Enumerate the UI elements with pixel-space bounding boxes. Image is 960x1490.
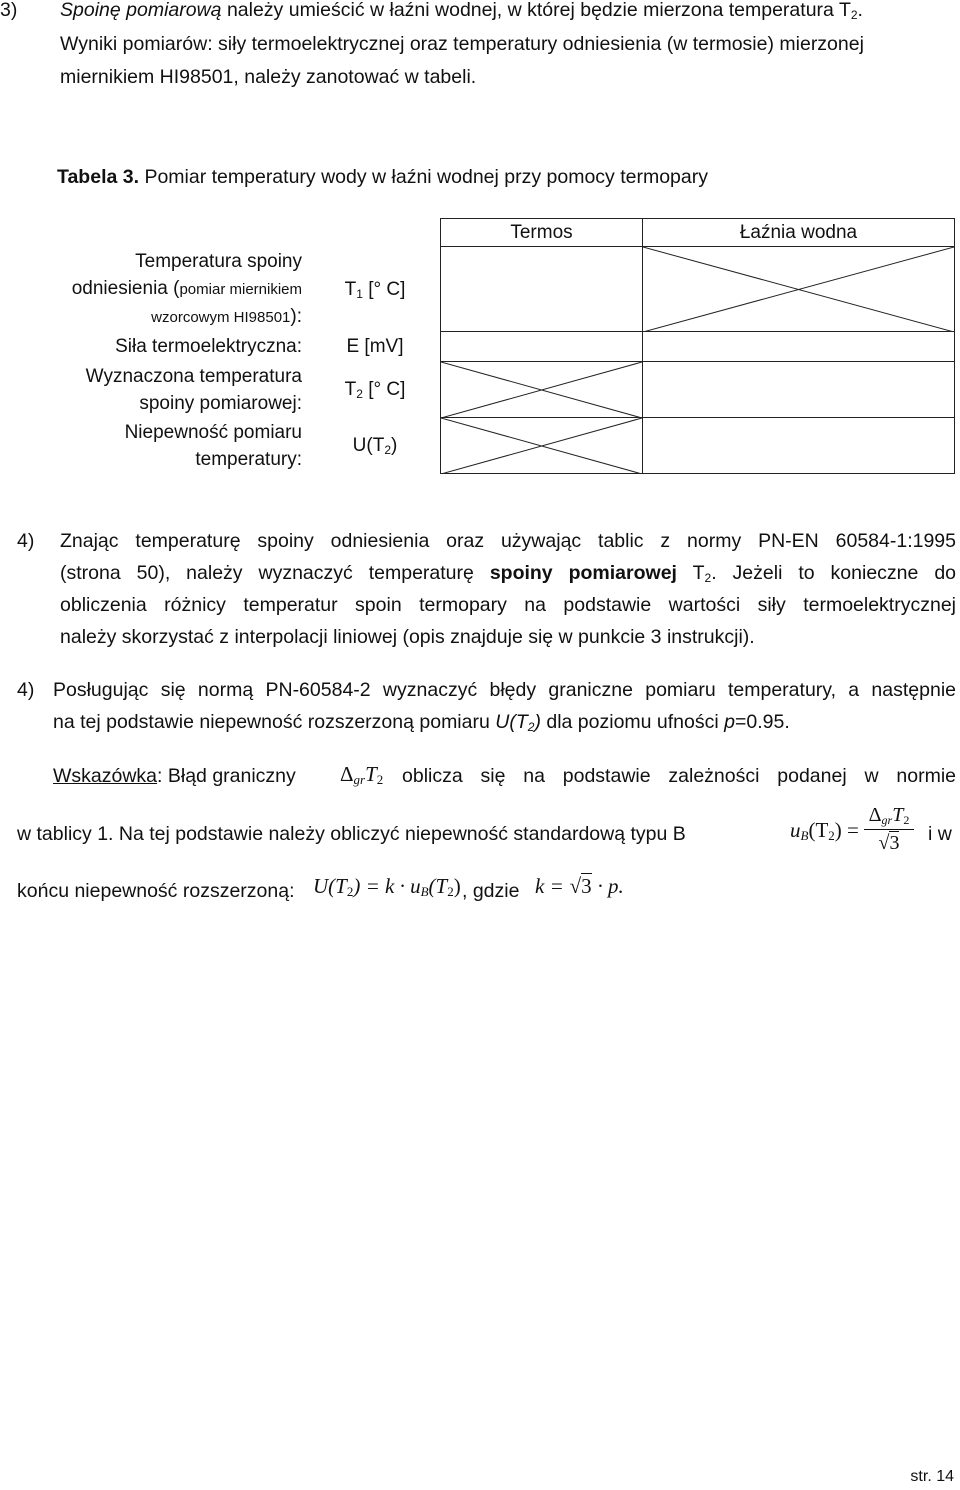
hint-symbol [340,762,383,787]
hint-after-label: : Błąd graniczny [157,765,296,787]
item-4b-line2-d: dla poziomu ufności [546,711,719,733]
unit-t2 [310,362,441,418]
item-4a-line2-sub: 2 [704,571,712,585]
cell-termos-e[interactable] [441,332,643,362]
table-row [17,247,955,332]
formula-u [313,874,461,899]
col-header-termos: Termos [441,219,643,247]
k-eq: k = [535,874,564,898]
item-4b-u: U(T [495,711,528,733]
cell-termos-t1[interactable] [441,247,643,332]
item-4a-line4: należy skorzystać z interpolacji liniowej (opis znajduje się w punkcie 3 instrukcji). [60,626,755,648]
col-header-laznia: Łaźnia wodna [643,219,955,247]
unit-rest: ) [391,435,398,456]
table-caption-label: Tabela 3. [57,166,140,188]
num-delta: Δ [868,804,882,826]
item-4b-u-close: ) [534,711,541,733]
hint-line1-left [53,760,296,793]
f2-sub: 2 [346,884,354,899]
sqrt-icon: √ [569,874,582,898]
hint-label: Wskazówka [53,765,158,787]
row-label-line: Wyznaczona temperatura [85,365,302,387]
row-label-uncertainty [17,418,310,474]
item-4b-line1: Posługując się normą PN-60584-2 wyznaczyć błędy graniczne pomiaru temperatury, a następnie [53,679,956,701]
ub-arg: (T [808,818,829,842]
t-symbol: T [365,762,377,786]
gr-sub: gr [353,772,366,787]
formula-fraction [864,804,914,855]
hint-line3-gdzie: , gdzie [462,880,520,902]
item-3-line2: Wyniki pomiarów: siły termoelektrycznej oraz temperatury odniesienia (w termosie) mierzonej [60,33,864,55]
item-4a-line2-a: (strona 50), należy wyznaczyć temperaturę [60,562,474,584]
cell-termos-t2-crossed [441,362,643,418]
item-3-line1: należy umieścić w łaźni wodnej, w której będzie mierzona temperatura T [226,0,851,21]
unit-sub: 1 [356,286,363,301]
cell-termos-u-crossed [441,418,643,474]
num-gr: gr [881,813,893,827]
k-end: · p. [597,874,624,898]
unit-e: E [mV] [346,336,404,357]
item-3-line1-end: . [857,0,863,21]
item-3-italic-lead: Spoinę pomiarową [60,0,222,21]
cross-mark [441,418,642,474]
item-4b-number: 4) [17,679,35,701]
item-4a-line3: obliczenia różnicy temperatur spoin termopary na podstawie wartości siły termoelektrycznej [60,594,956,616]
ub-u: u [790,818,801,842]
hint-line2-end: i w [928,823,952,845]
f2-mid: ) = k · u [353,874,421,898]
table-caption [57,166,708,189]
row-label-small: pomiar miernikiem [179,280,302,298]
f2-u: U(T [313,874,347,898]
cell-laznia-u[interactable] [643,418,955,474]
item-4b-u-sub: 2 [527,720,535,734]
ub-eq: ) = [834,818,859,842]
hint-line2: w tablicy 1. Na tej podstawie należy obliczyć niepewność standardową typu B [17,823,686,845]
row-label-line: temperatury: [195,448,302,470]
f2-close: ) [453,874,461,898]
row-label-line: Niepewność pomiaru [124,421,302,443]
row-label-small: wzorcowym HI98501 [151,308,291,326]
unit-sub: 2 [384,443,391,457]
unit-sub: 2 [356,387,363,401]
row-label-line: odniesienia ( [71,277,180,299]
item-4b-p: p [724,711,735,733]
item-4a-line2 [60,557,956,590]
table-row [17,332,955,362]
cell-laznia-e[interactable] [643,332,955,362]
fraction-numerator [864,804,914,827]
item-3-line1-sub: 2 [850,8,858,22]
unit-t1 [310,247,441,332]
table-caption-text: Pomiar temperatury wody w łaźni wodnej przy pomocy termopary [144,166,708,188]
hint-line3: końcu niepewność rozszerzoną: [17,880,295,902]
unit-rest: [° C] [362,278,406,300]
unit-u [310,418,441,474]
item-4a-line2-t: T [692,562,705,584]
cell-laznia-t1-crossed [643,247,955,332]
num-2: 2 [903,813,910,827]
fraction-denominator [864,829,914,855]
item-4b-line2 [53,706,956,739]
formula-k [535,874,624,899]
row-label-line: Temperatura spoiny [135,250,302,272]
measurement-table [17,218,955,474]
cross-mark [643,247,954,332]
item-4a-line2-bold: spoiny pomiarowej [489,562,677,584]
den-3: 3 [889,832,900,854]
formula-ub [790,818,859,843]
table-row [17,362,955,418]
item-4a-line2-end: . Jeżeli to konieczne do [711,562,957,584]
page-number: str. 14 [910,1468,954,1485]
f2-b: B [420,884,429,899]
f2-arg: (T [428,874,448,898]
hint-line1-right: oblicza się na podstawie zależności podanej w normie [402,765,956,787]
num-t: T [892,804,904,826]
unit-main: T [344,278,357,300]
k-root: 3 [581,874,592,898]
row-label-ref-temp [17,247,310,332]
ub-b: B [800,828,809,843]
item-3-number: 3) [0,0,18,21]
unit-main: U(T [352,435,385,456]
row-label-emf: Siła termoelektryczna: [115,336,302,357]
row-label-line: spoiny pomiarowej: [139,392,302,414]
table-row [17,418,955,474]
cross-mark [441,362,642,418]
item-3-line3: miernikiem HI98501, należy zanotować w tabeli. [60,66,477,88]
item-4a-line1: Znając temperaturę spoiny odniesienia oraz używając tablic z normy PN-EN 60584-1:1995 [60,530,956,552]
unit-rest: [° C] [362,379,406,400]
ub-arg-sub: 2 [828,828,835,843]
f2-arg-sub: 2 [447,884,454,899]
item-4b-line2-a: na tej podstawie niepewność rozszerzoną pomiaru [53,711,490,733]
delta-symbol: Δ [340,762,354,786]
cell-laznia-t2[interactable] [643,362,955,418]
unit-main: T [344,379,357,400]
row-label-end: ): [290,305,302,327]
item-4a-number: 4) [17,530,35,552]
item-4b-p-value: =0.95. [735,711,790,733]
two-sub: 2 [376,772,384,787]
row-label-meas-temp [17,362,310,418]
sqrt-icon: √ [878,832,890,854]
